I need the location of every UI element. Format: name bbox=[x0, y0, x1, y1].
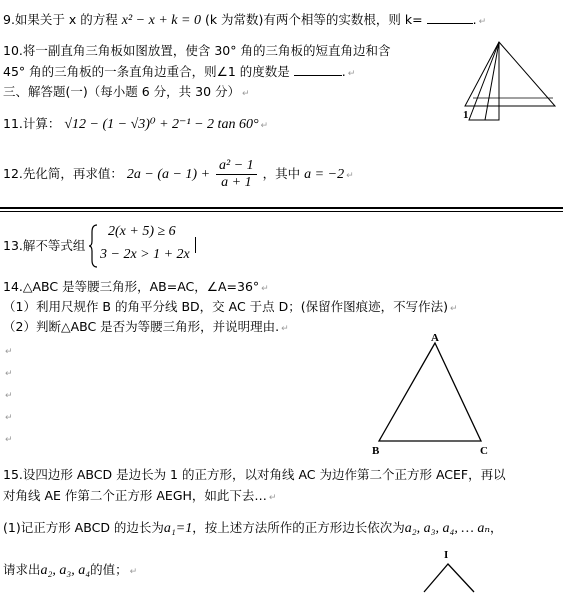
paragraph-mark: ↵ bbox=[450, 304, 458, 314]
vertex-b-label: B bbox=[372, 445, 380, 457]
square-spiral-figure bbox=[420, 548, 480, 594]
q15-text-line4: 请求出 bbox=[3, 562, 41, 577]
q10-text-line2: 45° 角的三角板的一条直角边重合，则∠1 的度数是 bbox=[3, 64, 290, 79]
q12-text-mid: ，其中 bbox=[262, 166, 301, 181]
paragraph-mark: ↵ bbox=[5, 347, 13, 357]
question-12 bbox=[3, 156, 354, 194]
text-cursor bbox=[195, 237, 196, 253]
q12-expression: 2a − (a − 1) + bbox=[126, 167, 211, 182]
question-10-line2 bbox=[3, 63, 355, 82]
q15-text-line3-end: ， bbox=[490, 520, 503, 535]
q10-text-line1: 10.将一副直角三角板如图放置，使含 30° 角的三角板的短直角边和含 bbox=[3, 43, 391, 58]
paragraph-mark: ↵ bbox=[5, 369, 13, 379]
question-13 bbox=[3, 238, 85, 254]
paragraph-mark: ↵ bbox=[5, 391, 13, 401]
q15-text-line4b: 的值； bbox=[90, 562, 128, 577]
section-divider-thin bbox=[0, 211, 563, 212]
q9-end: . bbox=[472, 12, 477, 27]
paragraph-mark: ↵ bbox=[281, 324, 289, 334]
q15-a1: a₁=1 bbox=[163, 521, 193, 536]
q11-text: 11.计算： bbox=[3, 116, 61, 131]
paragraph-mark: ↵ bbox=[261, 284, 269, 294]
paragraph-mark: ↵ bbox=[242, 89, 250, 99]
paragraph-mark: ↵ bbox=[268, 493, 277, 503]
paragraph-mark: ↵ bbox=[129, 567, 138, 577]
paragraph-mark: ↵ bbox=[260, 121, 269, 131]
question-10-line1 bbox=[3, 43, 390, 59]
vertex-a-label: A bbox=[431, 332, 439, 344]
section-3-title: 三、解答题(一)（每小题 6 分，共 30 分） bbox=[3, 84, 241, 99]
q9-text: 9.如果关于 x 的方程 bbox=[3, 12, 118, 27]
q12-text: 12.先化简，再求值： bbox=[3, 166, 123, 181]
q13-text: 13.解不等式组 bbox=[3, 238, 86, 253]
q9-text-suffix: (k 为常数)有两个相等的实数根，则 k= bbox=[204, 12, 423, 27]
q15-vars: a₂, a₃, a₄ bbox=[40, 563, 91, 578]
q14-text-line1: 14.△ABC 是等腰三角形，AB=AC，∠A=36° bbox=[3, 279, 260, 294]
vertex-i-label: I bbox=[444, 549, 449, 561]
q15-sequence: a₂, a₃, a₄, … aₙ bbox=[404, 521, 490, 536]
question-15-line4 bbox=[3, 562, 137, 580]
shared-edge bbox=[485, 42, 499, 120]
system-brace bbox=[89, 224, 99, 268]
question-9 bbox=[3, 11, 486, 30]
angle-1-label: 1 bbox=[463, 109, 469, 121]
triangle-30 bbox=[469, 42, 499, 120]
paragraph-mark: ↵ bbox=[478, 17, 487, 27]
q11-expression: √12 − (1 − √3)⁰ + 2⁻¹ − 2 tan 60° bbox=[64, 117, 259, 132]
q14-text-line2: （1）利用尺规作 B 的角平分线 BD，交 AC 于点 D；(保留作图痕迹，不写作法) bbox=[3, 299, 449, 314]
q12-value: a = −2 bbox=[304, 167, 345, 182]
vertex-c-label: C bbox=[480, 445, 488, 457]
q15-text-line1: 15.设四边形 ABCD 是边长为 1 的正方形，以对角线 AC 为边作第二个正方形 ACEF，再以 bbox=[3, 467, 506, 482]
q9-equation: x² − x + k = 0 bbox=[121, 13, 201, 28]
q12-fraction-numerator: a² − 1 bbox=[216, 158, 257, 175]
question-15-line2 bbox=[3, 488, 276, 506]
question-15-line3 bbox=[3, 520, 503, 537]
figure-edges bbox=[424, 564, 474, 592]
set-square-figure bbox=[455, 36, 563, 128]
q14-text-line3: （2）判断△ABC 是否为等腰三角形，并说明理由. bbox=[3, 319, 280, 334]
paragraph-mark: ↵ bbox=[5, 435, 13, 445]
question-14-line1 bbox=[3, 279, 269, 297]
question-15-line1 bbox=[3, 467, 506, 483]
paragraph-mark: ↵ bbox=[5, 413, 13, 423]
triangle-abc-figure bbox=[368, 330, 493, 460]
q9-answer-blank[interactable] bbox=[427, 11, 473, 24]
section-divider bbox=[0, 207, 563, 209]
question-11 bbox=[3, 116, 268, 134]
q15-text-line2: 对角线 AE 作第二个正方形 AEGH，如此下去… bbox=[3, 488, 267, 503]
q12-fraction-denominator: a + 1 bbox=[221, 175, 252, 190]
question-14-line2 bbox=[3, 299, 458, 317]
q10-answer-blank[interactable] bbox=[294, 63, 342, 76]
q12-fraction bbox=[216, 158, 257, 191]
q13-inequality-1: 2(x + 5) ≥ 6 bbox=[108, 224, 176, 239]
paragraph-mark: ↵ bbox=[346, 171, 354, 181]
question-14-line3 bbox=[3, 319, 289, 337]
triangle-abc bbox=[379, 343, 481, 441]
q10-end: . bbox=[341, 64, 346, 79]
paragraph-mark: ↵ bbox=[347, 69, 356, 79]
q15-text-line3: (1)记正方形 ABCD 的边长为 bbox=[3, 520, 164, 535]
q13-inequality-2: 3 − 2x > 1 + 2x bbox=[100, 247, 190, 262]
q15-text-line3b: ，按上述方法所作的正方形边长依次为 bbox=[192, 520, 405, 535]
section-3-heading bbox=[3, 84, 250, 102]
